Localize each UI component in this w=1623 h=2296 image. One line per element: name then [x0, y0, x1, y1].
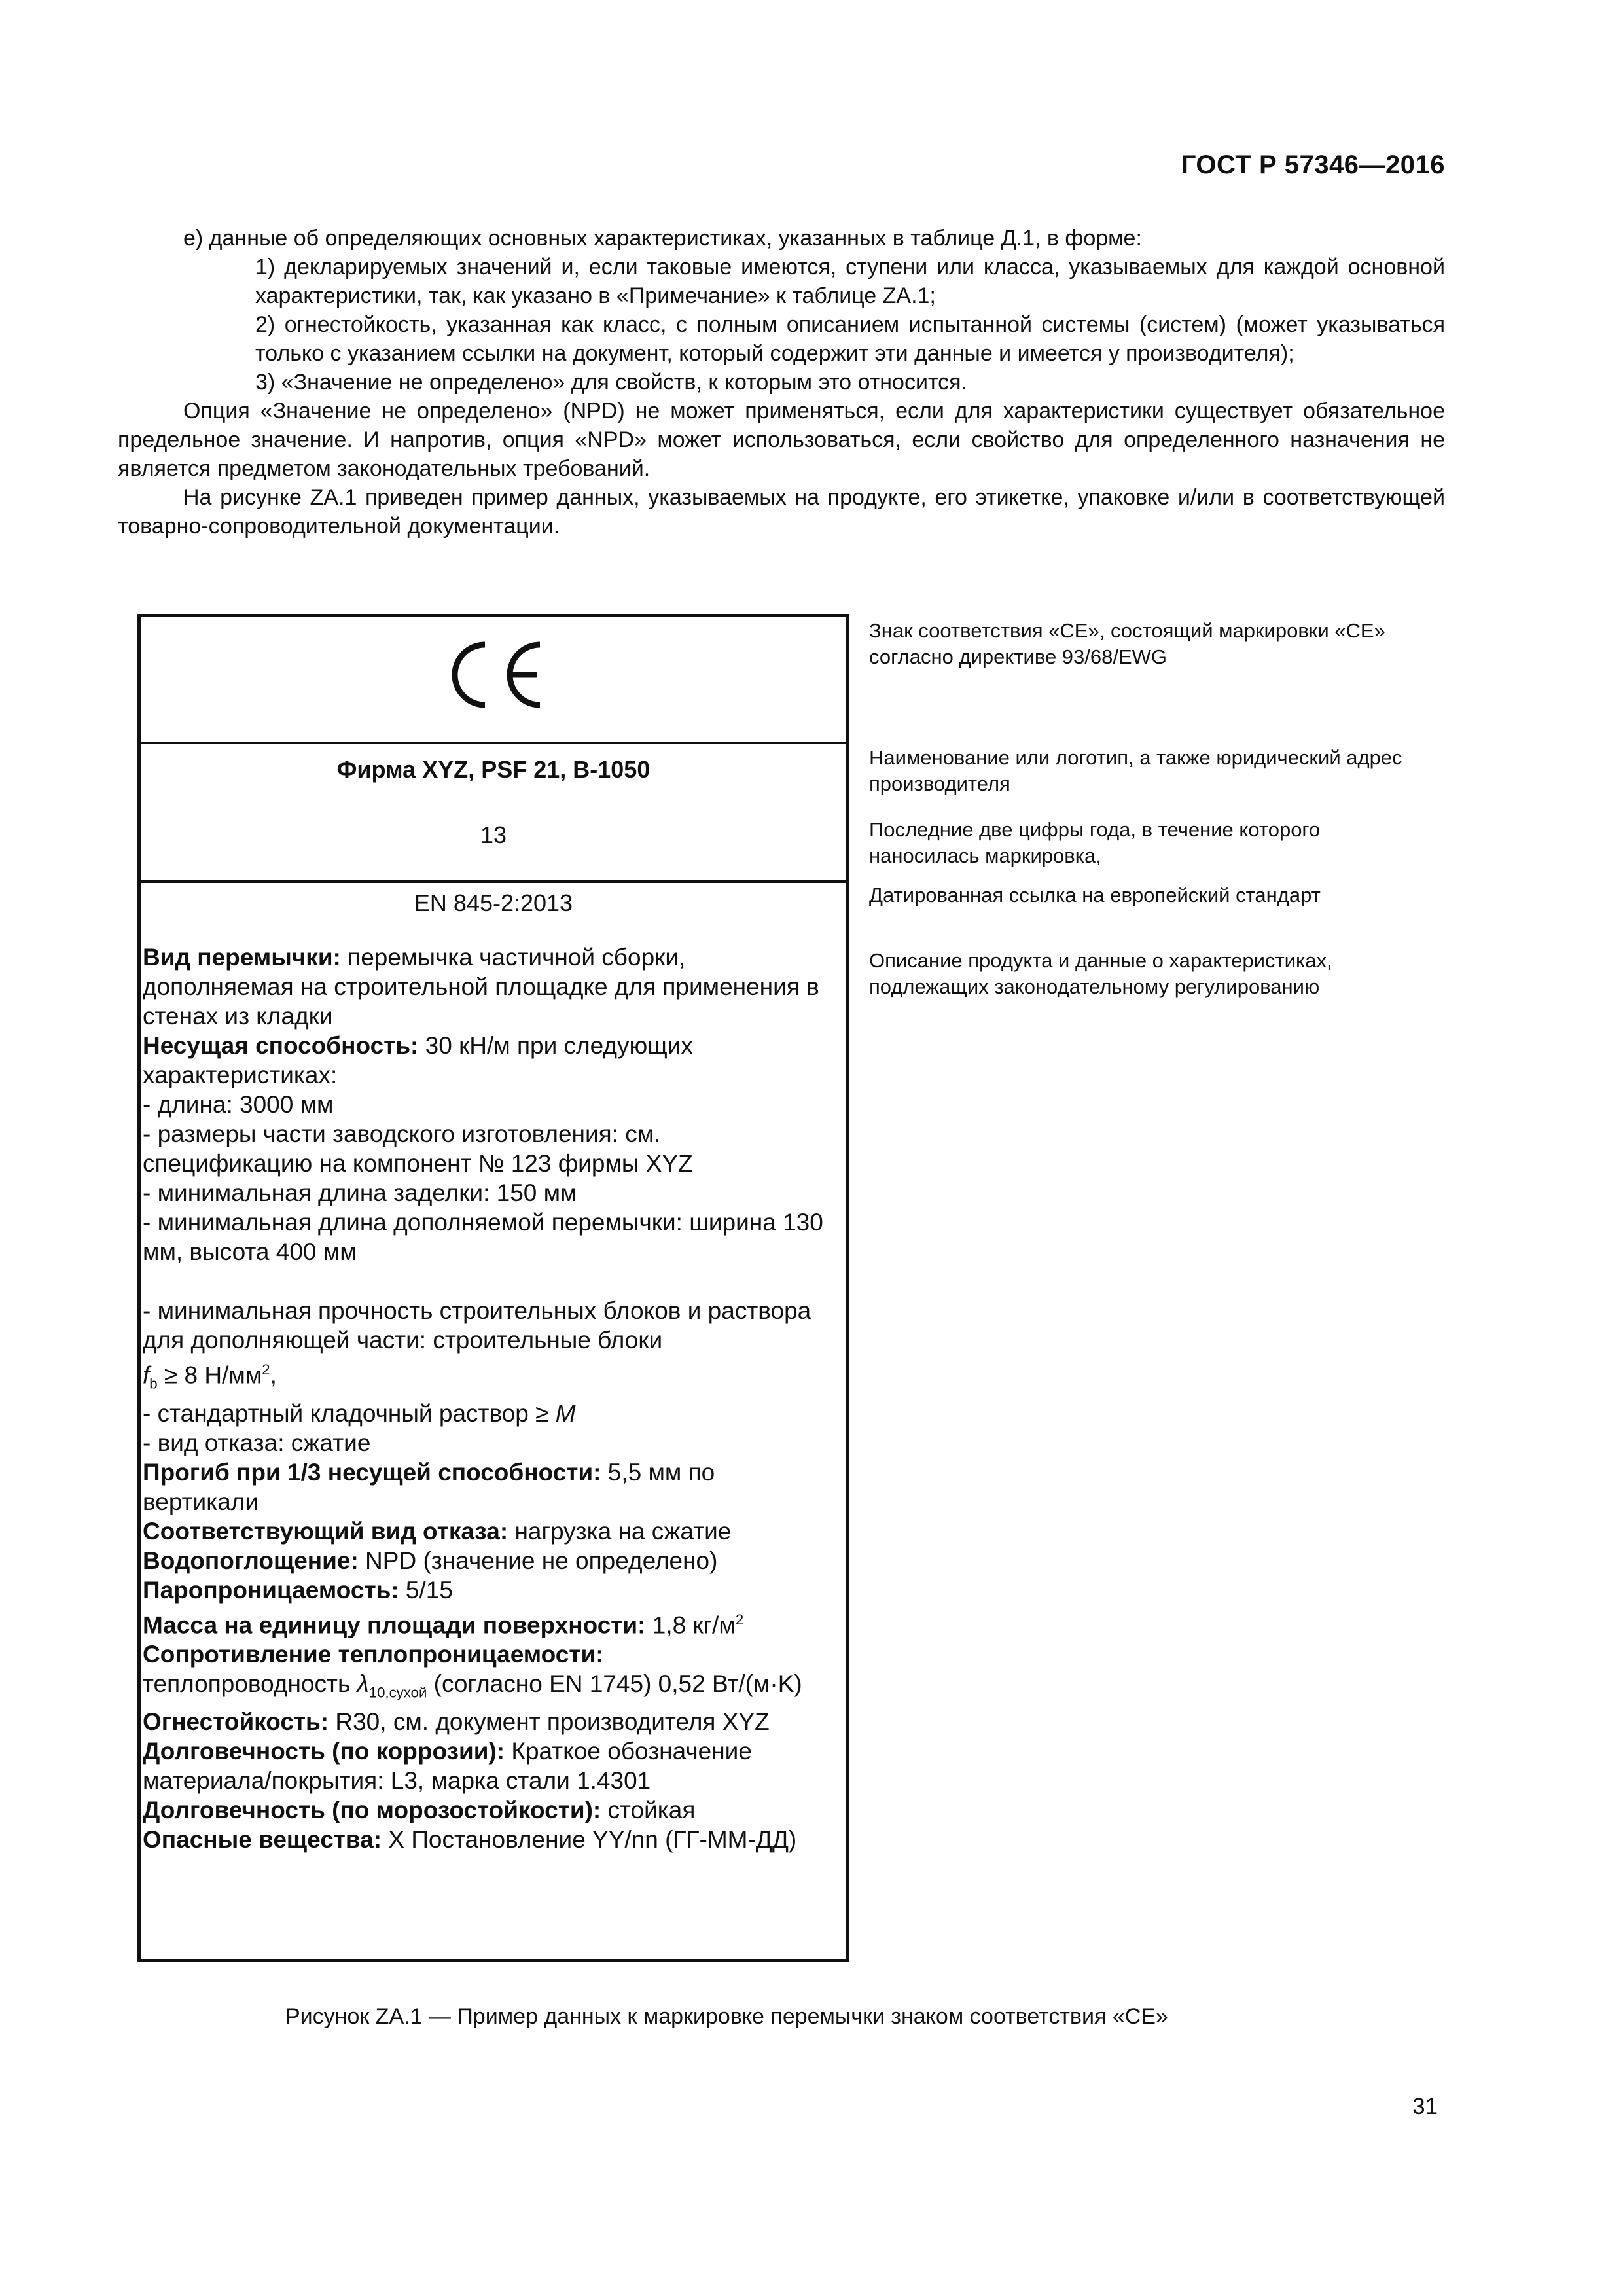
spec-mass-per-area: Масса на единицу площади поверхности: 1,8 $кг/м^2$ — [143, 1611, 744, 1639]
standard-reference: EN 845-2:2013 — [414, 889, 573, 916]
list-item-e: е) данные об определяющих основных характеристиках, указанных в таблице Д.1, в форме: — [183, 226, 1142, 251]
spec-frost: Долговечность (по морозостойкости): стойкая — [143, 1797, 696, 1824]
spec-deflection: Прогиб при 1/3 несущей способности: 5,5 мм по вертикали — [143, 1458, 715, 1515]
paragraph-figure-ref: На рисунке ZA.1 приведен пример данных, указываемых на продукте, его этикетке, упаковке и/или в соответствующей товарно-сопроводительной документации. — [118, 485, 1445, 539]
sub-item-3: 3) «Значение не определено» для свойств, к которым это относится. — [255, 370, 967, 395]
manufacturer-cell — [141, 742, 846, 883]
spec-mortar: - стандартный кладочный раствор ≥ M — [143, 1399, 576, 1427]
spec-load-capacity: Несущая способность: 30 кН/м при следующих характеристиках: — [143, 1032, 693, 1088]
spec-factory-part: - размеры части заводского изготовления: см. спецификацию на компонент № 123 фирмы XYZ — [143, 1121, 693, 1177]
ce-mark-icon — [442, 636, 546, 714]
note-standard: Датированная ссылка на европейский стандарт — [869, 884, 1321, 906]
sub-item-1: 1) декларируемых значений и, если таковые имеются, ступени или класса, указываемых для каждой основной характеристики, так, как указано в «Примечание» к таблице ZA.1; — [255, 255, 1445, 308]
page-number: 31 — [1412, 2094, 1438, 2119]
spec-min-strength: - минимальная прочность строительных блоков и раствора для дополняющей части: строительные блоки — [143, 1297, 812, 1354]
spec-fb-value: $f_b \ge 8$ $Н/мм^2$, — [143, 1361, 277, 1392]
spec-fire-resistance: Огнестойкость: R30, см. документ производителя XYZ — [143, 1708, 770, 1736]
sub-item-2: 2) огнестойкость, указанная как класс, с полным описанием испытанной системы (систем) (может указываться только с указанием ссылки на документ, который содержит эти данные и имеется у производителя); — [255, 312, 1445, 366]
spec-thermal-label: Сопротивление теплопроницаемости: — [143, 1641, 604, 1668]
note-year: Последние две цифры года, в течение которого наносилась маркировка, — [869, 818, 1321, 867]
spec-water-absorption: Водопоглощение: NPD (значение не определено) — [143, 1547, 718, 1574]
company-name: Фирма XYZ, PSF 21, B-1050 — [336, 756, 651, 783]
paragraph-npd: Опция «Значение не определено» (NPD) не может применяться, если для характеристики существует обязательное предельное значение. И напротив, опция «NPD» может использоваться, если свойство для определенного назначения не является предметом законодательных требований. — [118, 399, 1445, 481]
document-code: ГОСТ Р 57346—2016 — [1181, 151, 1445, 179]
product-specification — [143, 942, 823, 1854]
spec-corrosion: Долговечность (по коррозии): Краткое обозначение материала/покрытия: L3, марка стали 1.4301 — [143, 1738, 752, 1795]
spec-length: - длина: 3000 мм — [143, 1091, 334, 1118]
spec-failure-mode: - вид отказа: сжатие — [143, 1429, 371, 1456]
spec-hazardous: Опасные вещества: X Постановление YY/nn (ГГ-ММ-ДД) — [143, 1826, 797, 1854]
note-ce-mark: Знак соответствия «СЕ», состоящий маркировки «СЕ» согласно директиве 93/68/EWG — [869, 619, 1385, 668]
spec-vapour-permeability: Паропроницаемость: 5/15 — [143, 1576, 453, 1604]
note-manufacturer: Наименование или логотип, а также юридический адрес производителя — [869, 746, 1402, 795]
spec-min-anchorage: - минимальная длина заделки: 150 мм — [143, 1179, 577, 1206]
intro-section — [118, 224, 1445, 541]
note-description: Описание продукта и данные о характеристиках, подлежащих законодательному регулированию — [869, 949, 1332, 998]
spec-corresponding-failure: Соответствующий вид отказа: нагрузка на сжатие — [143, 1517, 732, 1545]
spec-lintel-type: Вид перемычки: перемычка частичной сборки, дополняемая на строительной площадке для применения в стенах из кладки — [143, 944, 819, 1030]
spec-min-supplement: - минимальная длина дополняемой перемычки: ширина 130 мм, высота 400 мм — [143, 1209, 823, 1265]
spec-thermal-value: теплопроводность $\lambda_{10,сухой}$ (согласно EN 1745) 0,52 Вт/(м·K) — [143, 1670, 802, 1701]
marking-year: 13 — [480, 821, 507, 848]
figure-caption: Рисунок ZA.1 — Пример данных к маркировке перемычки знаком соответствия «СЕ» — [285, 2004, 1168, 2029]
ce-mark-cell — [141, 617, 846, 744]
